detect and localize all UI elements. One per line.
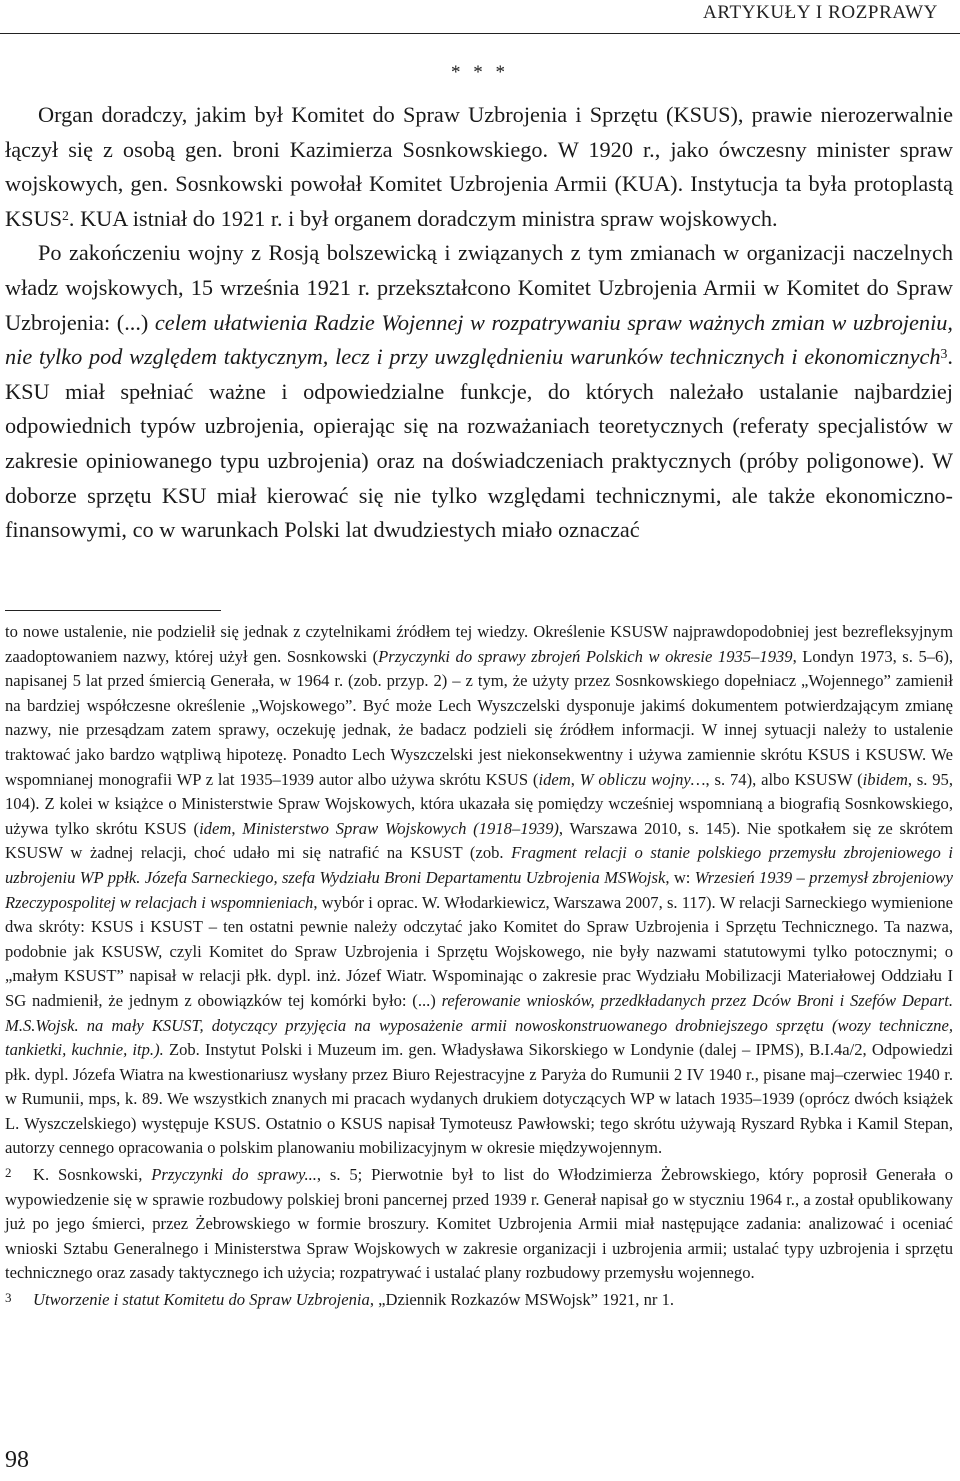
italic-run: ibidem (862, 769, 908, 789)
footnote-ref: 2 (62, 207, 69, 223)
text-run: , (570, 769, 580, 789)
footnote-ref: 3 (940, 345, 948, 361)
text-run: , „Dziennik Rozkazów MSWojsk” 1921, nr 1. (369, 1290, 675, 1310)
text-run: , wybór i oprac. W. Włodarkiewicz, Warszawa 2007, s. 117). W relacji Sarneckiego wymienione dwa skróty: KSUS i KSUST – ten ostatni pewnie należy odczytać jako Komitet do Spraw Uzbrojenia i Sprzętu Technicznego. Ta nazwa, podobnie jak KSUSW, czyli Komitet do Spraw Uzbrojenia i Sprzętu Wojskowego, nie były nazwami statutowymi tylko potocznymi; o „małym KSUST” napisał w relacji płk. dypl. inż. Józef Wiatr. Wspominając o zakresie prac Wydziału Mobilizacji Materiałowej Oddziału I SG nadmienił, że jednym z obowiązków tej komórki było: (...) (5, 892, 953, 1010)
italic-run: Przyczynki do sprawy zbrojeń Polskich w okresie 1935–1939 (378, 646, 793, 666)
paragraph-2 (5, 236, 953, 547)
footnote-2-text (5, 1165, 953, 1282)
italic-run: Utworzenie i statut Komitetu do Spraw Uzbrojenia (33, 1290, 370, 1310)
text-run: , w: (665, 867, 695, 887)
paragraph-1 (5, 98, 953, 236)
footnote-continuation (5, 620, 953, 1161)
italic-run: Fragment relacji o stanie polskiego przemysłu zbrojeniowego i uzbrojeniu WP ppłk. Józefa Sarneckiego, szefa Wydziału Broni Departamentu Uzbrojenia MSWojsk (5, 843, 954, 887)
italic-run: W obliczu wojny… (579, 769, 706, 789)
section-separator: * * * (451, 62, 509, 83)
text-run: to nowe ustalenie, nie podzielił się jednak z czytelnikami źródłem tej wiedzy. Określenie KSUSW najprawdopodobniej jest bezrefleksyjnym zaadoptowaniem nazwy, której użył gen. Sosnkowski ( (5, 622, 953, 666)
footnote-3 (5, 1286, 953, 1313)
text-run: , s. 5; Pierwotnie był to list do Włodzimierza Żebrowskiego, który poprosił Generała o wypowiedzenie się w sprawie rozbudowy polskiej broni pancernej przed 1939 r. Generał napisał go w styczniu 1964 r., a został opublikowany już po jego śmierci, przez Żebrowskiego w formie broszury. Komitet Uzbrojenia Armii miał następujące zadania: analizować i oceniać wnioski Sztabu Generalnego i Ministerstwa Spraw Wojskowych w zakresie organizacji i uzbrojenia armii; ustalać typy uzbrojenia i sprzętu technicznego oraz zasady taktycznego ich użycia; rozpatrywać i ustalać plany rozbudowy przemysłu wojennego. (5, 1165, 953, 1283)
italic-run: Przyczynki do sprawy... (151, 1165, 317, 1185)
page-number: 98 (5, 1447, 29, 1473)
main-text (0, 98, 953, 548)
header-rule (0, 33, 960, 34)
text-run: , Londyn 1973, s. 5–6), napisanej 5 lat przed śmiercią Generała, w 1964 r. (zob. przyp. 2) – z tym, że użyty przez Sosnkowskiego dopełniacz „Wojennego” zamienił na bardziej współczesne określenie „Wojskowego”. Być może Lech Wyszczelski dysponuje jakimś dokumentem potwierdzającym zmianę nazwy, nie przesądzam zatem sprawy, oczekuję jednak, że badacz podzieli się źródłem informacji. W innej sytuacji należy to ustalenie traktować jako bardzo wątpliwą hipotezę. Ponadto Lech Wyszczelski jest niekonsekwentny i używa zamiennie skrótu KSUS i KSUSW. We wspomnianej monografii WP z lat 1935–1939 autor albo używa skrótu KSUS ( (5, 646, 954, 789)
running-header (0, 0, 960, 34)
footnote-3-text (33, 1290, 674, 1309)
text-run: K. Sosnkowski, (33, 1165, 152, 1185)
italic-run: referowanie wniosków, przedkładanych przez Dców Broni i Szefów Depart. M.S.Wojsk. na mały KSUST, dotyczący przyjęcia na wyposażenie armii nowoskonstruowanego drobniejszego sprzętu (wozy techniczne, tankietki, kuchnie, itp.). (5, 990, 953, 1060)
footnotes (0, 620, 953, 1313)
footnote-2-number: 2 (5, 1165, 12, 1181)
text-run: Zob. Instytut Polski i Muzeum im. gen. Władysława Sikorskiego w Londynie (dalej – IPMS), B.I.4a/2, Odpowiedzi płk. dypl. Józefa Wiatra na kwestionariusz wysłany przez Biuro Rejestracyjne z Paryża do Rumunii 2 IV 1940 r., pisane maj–czerwiec 1940 r. w Rumunii, mps, k. 89. We wszystkich znanych mi pracach wydanych drukiem dotyczących WP w latach 1935–1939 (oprócz dwóch książek L. Wyszczelskiego) występuje KSUS. Ostatnio o KSUS napisał Tymoteusz Pawłowski; tego skrótu używają Ryszard Rybka i Kamil Stepan, autorzy cennego opracowania o polskim planowaniu mobilizacyjnym w okresie międzywojennym. (5, 1040, 953, 1158)
italic-run: celem ułatwienia Radzie Wojennej w rozpatrywaniu spraw ważnych zmian w uzbrojeniu, nie tylko pod względem taktycznym, lecz i przy uwzględnieniu warunków technicznych i ekonomicznych (5, 309, 953, 370)
text-run: , s. 74), albo KSUSW ( (705, 769, 863, 789)
text-run: Organ doradczy, jakim był Komitet do Spraw Uzbrojenia i Sprzętu (KSUS), prawie nierozerwalnie łączył się z osobą gen. broni Kazimierza Sosnkowskiego. W 1920 r., jako ówczesny minister spraw wojskowych, gen. Sosnkowski powołał Komitet Uzbrojenia Armii (KUA). Instytucja ta była protoplastą KSUS (5, 102, 953, 231)
italic-run: Wrzesień 1939 – przemysł zbrojeniowy Rzeczypospolitej w relacjach i wspomnieniach (5, 867, 953, 912)
text-run: , Warszawa 2010, s. 145). Nie spotkałem się ze skrótem KSUSW w żadnej relacji, choć udało mi się natrafić na KSUST (zob. (5, 818, 954, 863)
text-run: , s. 95, 104). Z kolei w książce o Ministerstwie Spraw Wojskowych, która ukazała się pomiędzy wcześniej wspomnianą a biografią Sosnkowskiego, używa tylko skrótu KSUS ( (5, 769, 954, 838)
italic-run: idem (199, 818, 232, 838)
footnote-rule (5, 610, 221, 611)
section-title: ARTYKUŁY I ROZPRAWY (703, 2, 938, 23)
text-run: . KUA istniał do 1921 r. i był organem doradczym ministra spraw wojskowych. (68, 205, 778, 231)
footnote-2 (5, 1161, 953, 1286)
text-run: , (231, 818, 243, 838)
italic-run: idem (538, 769, 571, 789)
italic-run: Ministerstwo Spraw Wojskowych (1918–1939) (242, 818, 559, 838)
text-run: . KSU miał spełniać ważne i odpowiedzialne funkcje, do których należało ustalanie najbardziej odpowiednich typów uzbrojenia, opierając się na rozważaniach teoretycznych (referaty specjalistów w zakresie opiniowanego typu uzbrojenia) oraz na doświadczeniach praktycznych (próby poligonowe). W doborze sprzętu KSU miał kierować się nie tylko względami technicznymi, ale także ekonomiczno-finansowymi, co w warunkach Polski lat dwudziestych miało oznaczać (5, 344, 953, 543)
text-run: Po zakończeniu wojny z Rosją bolszewicką i związanych z tym zmianach w organizacji naczelnych władz wojskowych, 15 września 1921 r. przekształcono Komitet Uzbrojenia Armii w Komitet do Spraw Uzbrojenia: (...) (5, 240, 953, 335)
footnote-3-number: 3 (5, 1290, 12, 1306)
